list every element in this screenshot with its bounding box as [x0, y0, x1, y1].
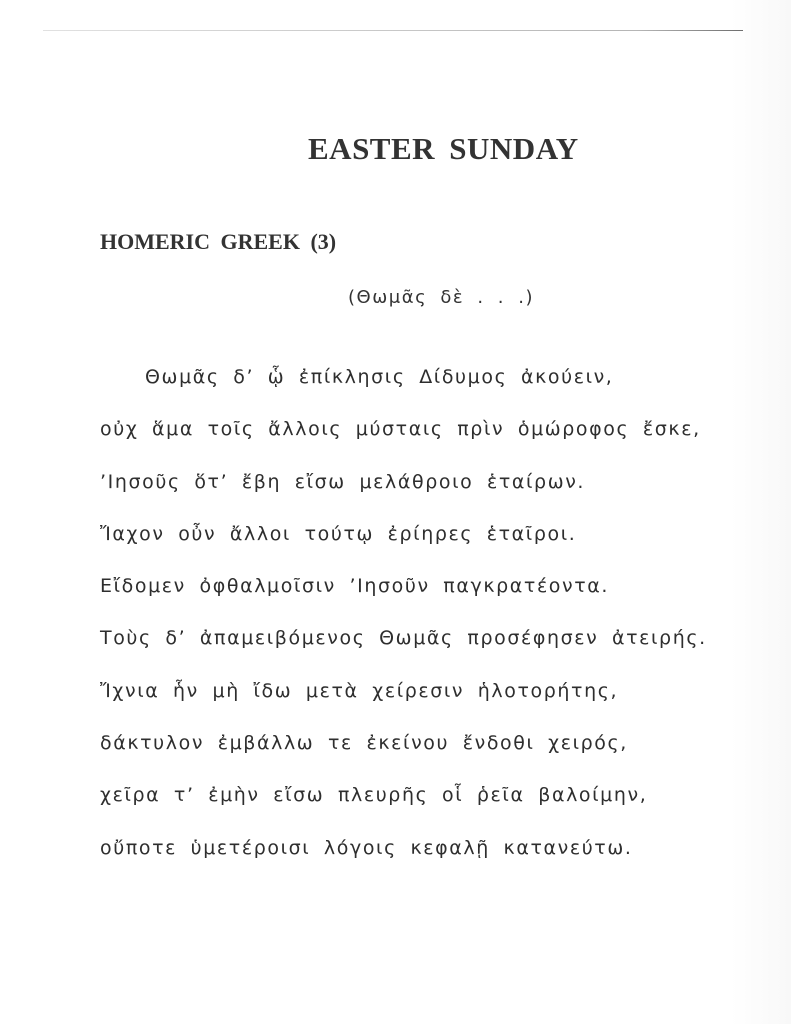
- poem-body: [100, 362, 707, 885]
- top-rule-divider: [43, 30, 743, 31]
- poem-line: οὔποτε ὑμετέροισι λόγοις κεφαλῇ κατανεύτω.: [100, 836, 633, 859]
- poem-line: Εἴδομεν ὀφθαλμοῖσιν ’Ιησοῦν παγκρατέοντα.: [100, 575, 610, 598]
- poem-line: οὐχ ἅμα τοῖς ἄλλοις μύσταις πρὶν ὁμώροφος ἔσκε,: [100, 418, 701, 441]
- section-heading: HOMERIC GREEK (3): [100, 229, 337, 254]
- scan-edge-shadow: [731, 0, 791, 1024]
- page-title: EASTER SUNDAY: [308, 131, 579, 166]
- poem-line: Τοὺς δ’ ἀπαμειβόμενος Θωμᾶς προσέφησεν ἀτειρής.: [100, 627, 707, 650]
- poem-line: ’Ιησοῦς ὅτ’ ἔβη εἴσω μελάθροιο ἑταίρων.: [100, 470, 586, 493]
- poem-line: Ἴχνια ἧν μὴ ἴδω μετὰ χείρεσιν ἡλοτορήτης,: [100, 679, 619, 702]
- poem-line: χεῖρα τ’ ἐμὴν εἴσω πλευρῆς οἷ ῥεῖα βαλοίμην,: [100, 784, 648, 807]
- poem-incipit: (Θωμᾶς δὲ . . .): [348, 287, 534, 308]
- poem-line: Ἴαχον οὖν ἄλλοι τούτῳ ἐρίηρες ἑταῖροι.: [100, 522, 577, 545]
- poem-line: δάκτυλον ἐμβάλλω τε ἐκείνου ἔνδοθι χειρός,: [100, 732, 628, 755]
- poem-line: Θωμᾶς δ’ ᾧ ἐπίκλησις Δίδυμος ἀκούειν,: [145, 366, 614, 388]
